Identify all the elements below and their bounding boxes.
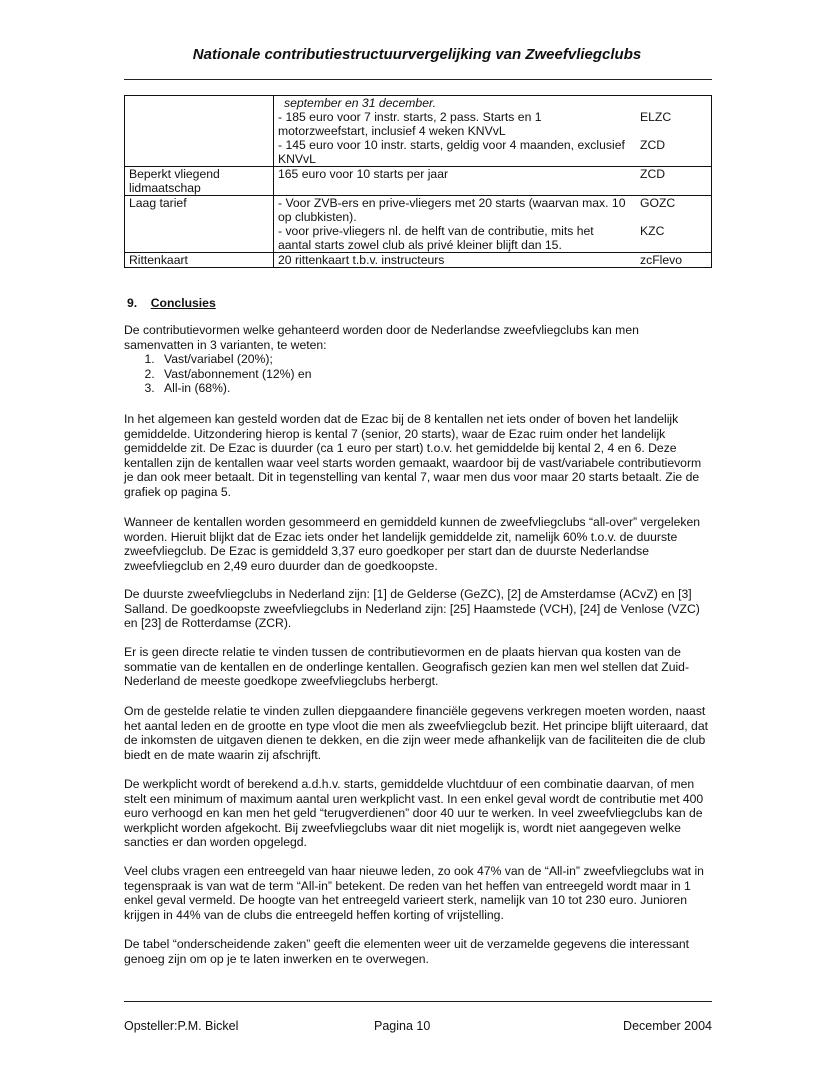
table-cell-category: Rittenkaart (125, 253, 274, 268)
table-row (125, 253, 712, 268)
table-cell-club (632, 253, 712, 268)
paragraph: Om de gestelde relatie te vinden zullen diepgaandere financiële gegevens verkregen moeten worden, naast het aantal leden en de grootte en type vloot die men als zweefvliegclub bezit. Het principe blijft uiteraard, dat de inkomsten de uitgaven dienen te dekken, en die zijn weer mede afhankelijk van de faciliteiten die de club biedt en de mate waarin zij afschrijft. (124, 704, 709, 762)
list-item: 2. Vast/abonnement (12%) en (158, 367, 712, 382)
section-title: Conclusies (150, 296, 216, 310)
club-code: zcFlevo (640, 253, 682, 267)
table-cell-description (274, 196, 633, 253)
entry-text: 165 euro voor 10 starts per jaar (278, 167, 449, 181)
footer-date: December 2004 (623, 1019, 712, 1033)
table-row (125, 167, 712, 196)
paragraph: In het algemeen kan gesteld worden dat de Ezac bij de 8 kentallen net iets onder of boven het landelijk gemiddelde. Uitzondering hierop is kental 7 (senior, 20 starts), waar de Ezac ruim onder het landelijk gemiddelde zit. De Ezac is duurder (ca 1 euro per start) t.o.v. het gemiddelde bij kental 2, 4 en 6. Deze kentallen zijn de kentallen waar veel starts worden gemaakt, waardoor bij de vast/variabele contributievorm je dan ook meer betaalt. Dit in tegenstelling van kental 7, waar men dus voor maar 20 starts betaalt. Zie de grafiek op pagina 5. (124, 412, 702, 499)
entry-text: - Voor ZVB-ers en prive-vliegers met 20 starts (waarvan max. 10 op clubkisten). (278, 196, 626, 224)
table-cell-club (632, 167, 712, 196)
club-code: ELZC (640, 110, 672, 124)
entry-text: - 185 euro voor 7 instr. starts, 2 pass. Starts en 1 motorzweefstart, inclusief 4 weken KNVvL (278, 110, 542, 138)
club-code: ZCD (640, 138, 666, 152)
club-code: ZCD (640, 167, 666, 181)
variants-list (124, 352, 712, 396)
paragraph: Wanneer de kentallen worden gesommeerd en gemiddeld kunnen de zweefvliegclubs “all-over” vergeleken worden. Hieruit blijkt dat de Ezac iets onder het landelijk gemiddelde zit, namelijk 60% t.o.v. de duurste zweefvliegclub. De Ezac is gemiddeld 3,37 euro goedkoper per start dan de duurste Nederlandse zweefvliegclub en 2,49 euro duurder dan de goedkoopste. (124, 515, 701, 573)
table-row (125, 96, 712, 167)
header-rule (124, 79, 712, 80)
footer-author: Opsteller:P.M. Bickel (124, 1019, 239, 1033)
contribution-table (124, 95, 712, 268)
intro-paragraph: De contributievormen welke gehanteerd worden door de Nederlandse zweefvliegclubs kan men samenvatten in 3 varianten, te weten: (124, 323, 639, 352)
footer-page: Pagina 10 (374, 1019, 431, 1033)
table-cell-club (632, 96, 712, 167)
list-item: 3. All-in (68%). (158, 381, 712, 396)
page-title: Nationale contributiestructuurvergelijking van Zweefvliegclubs (192, 46, 642, 63)
entry-text: - 145 euro voor 10 instr. starts, geldig voor 4 maanden, exclusief KNVvL (278, 138, 625, 166)
table-cell-description (274, 253, 633, 268)
table-row (125, 196, 712, 253)
table-cell-category: Beperkt vliegend lidmaatschap (125, 167, 274, 196)
table-cell-category: Laag tarief (125, 196, 274, 253)
club-code: KZC (640, 224, 665, 238)
entry-text: september en 31 december. (284, 96, 436, 110)
footer-rule (124, 1001, 712, 1002)
paragraph: De werkplicht wordt of berekend a.d.h.v. starts, gemiddelde vluchtduur of een combinatie daarvan, of men stelt een minimum of maximum aantal uren werkplicht vast. In een enkel geval wordt de contributie met 400 euro verhoogd en kan men het geld “terugverdienen” door 40 uur te werken. In veel zweefvliegclubs kan de werkplicht worden afgekocht. Bij zweefvliegclubs waar dit niet mogelijk is, wordt niet aangegeven welke sancties er dan worden opgelegd. (124, 777, 704, 849)
paragraph: Er is geen directe relatie te vinden tussen de contributievormen en de plaats hiervan qua kosten van de sommatie van de kentallen en de onderlinge kentallen. Geografisch gezien kan men wel stellen dat Zuid-Nederland de meeste goedkope zweefvliegclubs herbergt. (124, 645, 690, 688)
section-heading (127, 296, 216, 310)
club-code: GOZC (640, 196, 676, 210)
intro-block (124, 323, 712, 396)
paragraph: De duurste zweefvliegclubs in Nederland zijn: [1] de Gelderse (GeZC), [2] de Amsterdamse (ACvZ) en [3] Salland. De goedkoopste zweefvliegclubs in Nederland zijn: [25] Haamstede (VCH), [24] de Venlose (VZC) en [23] de Rotterdamse (ZCR). (124, 587, 700, 630)
paragraph: De tabel “onderscheidende zaken” geeft die elementen weer uit de verzamelde gegevens die interessant genoeg zijn om op je te laten inwerken en te overwegen. (124, 937, 690, 966)
paragraph: Veel clubs vragen een entreegeld van haar nieuwe leden, zo ook 47% van de “All-in” zweefvliegclubs wat in tegenspraak is van wat de term “All-in” betekent. De reden van het heffen van entreegeld wordt maar in 1 enkel geval vermeld. De hoogte van het entreegeld varieert sterk, namelijk van 10 tot 230 euro. Junioren krijgen in 44% van de clubs die entreegeld heffen korting of vrijstelling. (124, 864, 704, 922)
table-cell-category (125, 96, 274, 167)
table-cell-description (274, 96, 633, 167)
section-number: 9. (127, 296, 138, 310)
table-cell-club (632, 196, 712, 253)
entry-text: 20 rittenkaart t.b.v. instructeurs (278, 253, 445, 267)
table-cell-description (274, 167, 633, 196)
list-item: 1. Vast/variabel (20%); (158, 352, 712, 367)
entry-text: - voor prive-vliegers nl. de helft van de contributie, mits het aantal starts zowel club als privé kleiner blijft dan 15. (278, 224, 594, 252)
